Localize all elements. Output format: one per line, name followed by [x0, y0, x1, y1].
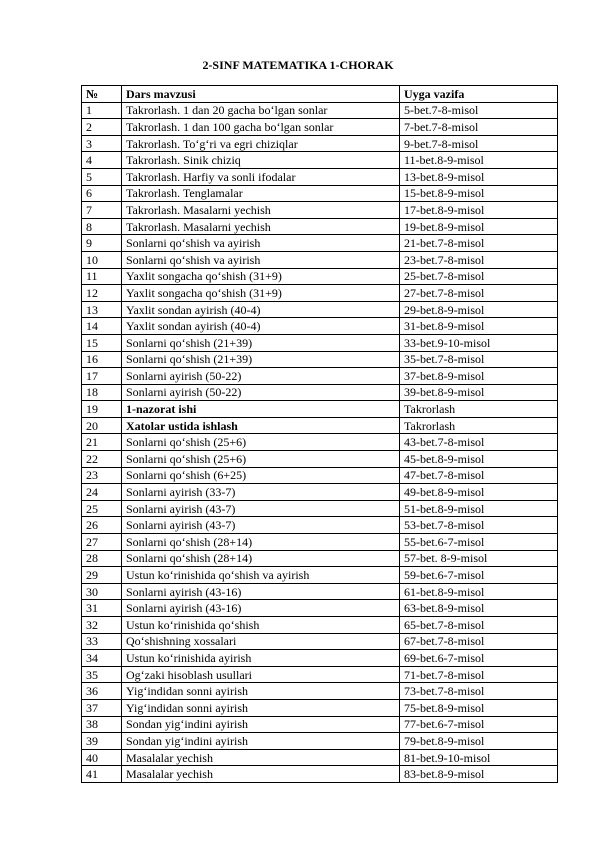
lesson-homework: 5-bet.7-8-misol: [400, 102, 558, 119]
lesson-number: 26: [82, 517, 122, 534]
lesson-number: 5: [82, 168, 122, 185]
lesson-topic: Yaxlit sondan ayirish (40-4): [122, 318, 400, 335]
table-row: [82, 218, 558, 235]
lesson-homework: 45-bet.8-9-misol: [400, 451, 558, 468]
table-row: [82, 567, 558, 584]
lesson-number: 13: [82, 301, 122, 318]
lesson-number: 1: [82, 102, 122, 119]
lesson-topic: Sonlarni qo‘shish (21+39): [122, 334, 400, 351]
lesson-topic: Takrorlash. Tenglamalar: [122, 185, 400, 202]
table-row: [82, 235, 558, 252]
page-title: 2-SINF MATEMATIKA 1-CHORAK: [202, 58, 394, 72]
lesson-number: 20: [82, 417, 122, 434]
lesson-homework: 69-bet.6-7-misol: [400, 650, 558, 667]
lesson-topic: Yaxlit sondan ayirish (40-4): [122, 301, 400, 318]
lesson-number: 11: [82, 268, 122, 285]
lesson-homework: 21-bet.7-8-misol: [400, 235, 558, 252]
lesson-number: 22: [82, 451, 122, 468]
lesson-homework: 65-bet.7-8-misol: [400, 617, 558, 634]
table-row: [82, 451, 558, 468]
lesson-homework: 19-bet.8-9-misol: [400, 218, 558, 235]
lesson-homework: 49-bet.8-9-misol: [400, 484, 558, 501]
lesson-homework: 75-bet.8-9-misol: [400, 699, 558, 716]
table-row: [82, 202, 558, 219]
lesson-homework: 81-bet.9-10-misol: [400, 749, 558, 766]
lesson-topic: Takrorlash. Harfiy va sonli ifodalar: [122, 168, 400, 185]
lesson-topic: Ustun ko‘rinishida qo‘shish va ayirish: [122, 567, 400, 584]
lesson-topic: Sonlarni qo‘shish va ayirish: [122, 251, 400, 268]
lesson-topic: Takrorlash. To‘g‘ri va egri chiziqlar: [122, 135, 400, 152]
lesson-topic: Xatolar ustida ishlash: [122, 417, 400, 434]
lesson-topic: Sonlarni qo‘shish (6+25): [122, 467, 400, 484]
table-row: [82, 152, 558, 169]
lesson-topic: Takrorlash. Sinik chiziq: [122, 152, 400, 169]
table-row: [82, 683, 558, 700]
lesson-topic: Sonlarni ayirish (43-16): [122, 600, 400, 617]
lesson-number: 3: [82, 135, 122, 152]
table-row: [82, 185, 558, 202]
lesson-homework: 15-bet.8-9-misol: [400, 185, 558, 202]
lesson-homework: 9-bet.7-8-misol: [400, 135, 558, 152]
table-row: [82, 749, 558, 766]
table-row: [82, 318, 558, 335]
lesson-homework: 71-bet.7-8-misol: [400, 666, 558, 683]
lesson-number: 40: [82, 749, 122, 766]
table-row: [82, 135, 558, 152]
table-row: [82, 268, 558, 285]
lesson-homework: 73-bet.7-8-misol: [400, 683, 558, 700]
lesson-homework: 55-bet.6-7-misol: [400, 534, 558, 551]
lesson-homework: Takrorlash: [400, 417, 558, 434]
lesson-topic: Masalalar yechish: [122, 766, 400, 783]
lesson-number: 10: [82, 251, 122, 268]
lesson-homework: 13-bet.8-9-misol: [400, 168, 558, 185]
table-row: [82, 102, 558, 119]
lesson-homework: 7-bet.7-8-misol: [400, 119, 558, 136]
lesson-topic: Sonlarni ayirish (43-7): [122, 517, 400, 534]
lesson-number: 19: [82, 401, 122, 418]
lesson-number: 36: [82, 683, 122, 700]
lesson-topic: Sonlarni ayirish (43-7): [122, 500, 400, 517]
table-row: [82, 517, 558, 534]
lesson-homework: 27-bet.7-8-misol: [400, 285, 558, 302]
table-row: [82, 766, 558, 783]
lesson-number: 8: [82, 218, 122, 235]
table-row: [82, 550, 558, 567]
lesson-homework: 57-bet. 8-9-misol: [400, 550, 558, 567]
table-row: [82, 617, 558, 634]
lesson-topic: Og‘zaki hisoblash usullari: [122, 666, 400, 683]
lesson-topic: Sonlarni ayirish (50-22): [122, 368, 400, 385]
lesson-number: 32: [82, 617, 122, 634]
lesson-number: 27: [82, 534, 122, 551]
lesson-homework: Takrorlash: [400, 401, 558, 418]
table-row: [82, 666, 558, 683]
lesson-homework: 39-bet.8-9-misol: [400, 384, 558, 401]
table-row: [82, 534, 558, 551]
lesson-topic: Sondan yig‘indini ayirish: [122, 716, 400, 733]
lesson-topic: Takrorlash. 1 dan 20 gacha bo‘lgan sonlar: [122, 102, 400, 119]
lesson-number: 39: [82, 733, 122, 750]
table-row: [82, 285, 558, 302]
lesson-number: 41: [82, 766, 122, 783]
table-row: [82, 168, 558, 185]
lesson-homework: 37-bet.8-9-misol: [400, 368, 558, 385]
lesson-homework: 17-bet.8-9-misol: [400, 202, 558, 219]
table-row: [82, 434, 558, 451]
lesson-homework: 33-bet.9-10-misol: [400, 334, 558, 351]
lesson-number: 12: [82, 285, 122, 302]
table-row: [82, 650, 558, 667]
lesson-topic: Ustun ko‘rinishida ayirish: [122, 650, 400, 667]
lesson-number: 25: [82, 500, 122, 517]
lesson-topic: Takrorlash. Masalarni yechish: [122, 202, 400, 219]
lesson-topic: Sonlarni qo‘shish (21+39): [122, 351, 400, 368]
lesson-topic: Yaxlit songacha qo‘shish (31+9): [122, 268, 400, 285]
lesson-number: 34: [82, 650, 122, 667]
table-row: [82, 600, 558, 617]
lesson-topic: Sonlarni qo‘shish (28+14): [122, 550, 400, 567]
lesson-homework: 31-bet.8-9-misol: [400, 318, 558, 335]
lesson-homework: 35-bet.7-8-misol: [400, 351, 558, 368]
lesson-topic: Yig‘indidan sonni ayirish: [122, 699, 400, 716]
column-header-number: №: [82, 86, 122, 103]
lesson-homework: 25-bet.7-8-misol: [400, 268, 558, 285]
lesson-number: 24: [82, 484, 122, 501]
table-row: [82, 417, 558, 434]
lesson-homework: 59-bet.6-7-misol: [400, 567, 558, 584]
lesson-number: 17: [82, 368, 122, 385]
lesson-topic: Masalalar yechish: [122, 749, 400, 766]
lesson-homework: 77-bet.6-7-misol: [400, 716, 558, 733]
table-row: [82, 583, 558, 600]
lesson-number: 21: [82, 434, 122, 451]
lesson-topic: Sonlarni ayirish (33-7): [122, 484, 400, 501]
lesson-homework: 23-bet.7-8-misol: [400, 251, 558, 268]
lesson-number: 30: [82, 583, 122, 600]
table-row: [82, 368, 558, 385]
lesson-number: 4: [82, 152, 122, 169]
lesson-topic: Yaxlit songacha qo‘shish (31+9): [122, 285, 400, 302]
lesson-topic: Sonlarni ayirish (43-16): [122, 583, 400, 600]
table-row: [82, 733, 558, 750]
lesson-homework: 61-bet.8-9-misol: [400, 583, 558, 600]
table-row: [82, 467, 558, 484]
lesson-topic: Sondan yig‘indini ayirish: [122, 733, 400, 750]
table-row: [82, 633, 558, 650]
lesson-homework: 11-bet.8-9-misol: [400, 152, 558, 169]
lesson-number: 18: [82, 384, 122, 401]
lesson-homework: 47-bet.7-8-misol: [400, 467, 558, 484]
lesson-number: 33: [82, 633, 122, 650]
table-row: [82, 484, 558, 501]
lesson-topic: Qo‘shishning xossalari: [122, 633, 400, 650]
lesson-number: 6: [82, 185, 122, 202]
lesson-topic: Sonlarni qo‘shish (25+6): [122, 451, 400, 468]
lesson-number: 38: [82, 716, 122, 733]
lesson-homework: 79-bet.8-9-misol: [400, 733, 558, 750]
table-row: [82, 500, 558, 517]
lesson-topic: Takrorlash. 1 dan 100 gacha bo‘lgan sonlar: [122, 119, 400, 136]
lesson-homework: 51-bet.8-9-misol: [400, 500, 558, 517]
table-row: [82, 401, 558, 418]
column-header-homework: Uyga vazifa: [400, 86, 558, 103]
table-row: [82, 384, 558, 401]
lesson-topic: Sonlarni ayirish (50-22): [122, 384, 400, 401]
lesson-homework: 29-bet.8-9-misol: [400, 301, 558, 318]
lesson-number: 28: [82, 550, 122, 567]
lesson-number: 29: [82, 567, 122, 584]
lesson-topic: Yig‘indidan sonni ayirish: [122, 683, 400, 700]
lesson-number: 7: [82, 202, 122, 219]
table-row: [82, 251, 558, 268]
lesson-topic: Sonlarni qo‘shish (25+6): [122, 434, 400, 451]
lesson-homework: 53-bet.7-8-misol: [400, 517, 558, 534]
lesson-number: 2: [82, 119, 122, 136]
lesson-topic: Takrorlash. Masalarni yechish: [122, 218, 400, 235]
lesson-topic: 1-nazorat ishi: [122, 401, 400, 418]
lesson-topic: Sonlarni qo‘shish va ayirish: [122, 235, 400, 252]
lesson-number: 9: [82, 235, 122, 252]
lesson-number: 14: [82, 318, 122, 335]
lesson-number: 23: [82, 467, 122, 484]
table-row: [82, 699, 558, 716]
lesson-homework: 83-bet.8-9-misol: [400, 766, 558, 783]
table-row: [82, 334, 558, 351]
table-row: [82, 716, 558, 733]
lesson-number: 15: [82, 334, 122, 351]
table-body: [82, 102, 558, 782]
lesson-plan-table: [81, 85, 558, 783]
table-row: [82, 301, 558, 318]
lesson-number: 37: [82, 699, 122, 716]
table-row: [82, 351, 558, 368]
lesson-topic: Sonlarni qo‘shish (28+14): [122, 534, 400, 551]
lesson-homework: 43-bet.7-8-misol: [400, 434, 558, 451]
lesson-number: 35: [82, 666, 122, 683]
table-row: [82, 119, 558, 136]
column-header-topic: Dars mavzusi: [122, 86, 400, 103]
lesson-number: 31: [82, 600, 122, 617]
lesson-topic: Ustun ko‘rinishida qo‘shish: [122, 617, 400, 634]
lesson-homework: 63-bet.8-9-misol: [400, 600, 558, 617]
lesson-homework: 67-bet.7-8-misol: [400, 633, 558, 650]
lesson-number: 16: [82, 351, 122, 368]
table-header-row: [82, 86, 558, 103]
